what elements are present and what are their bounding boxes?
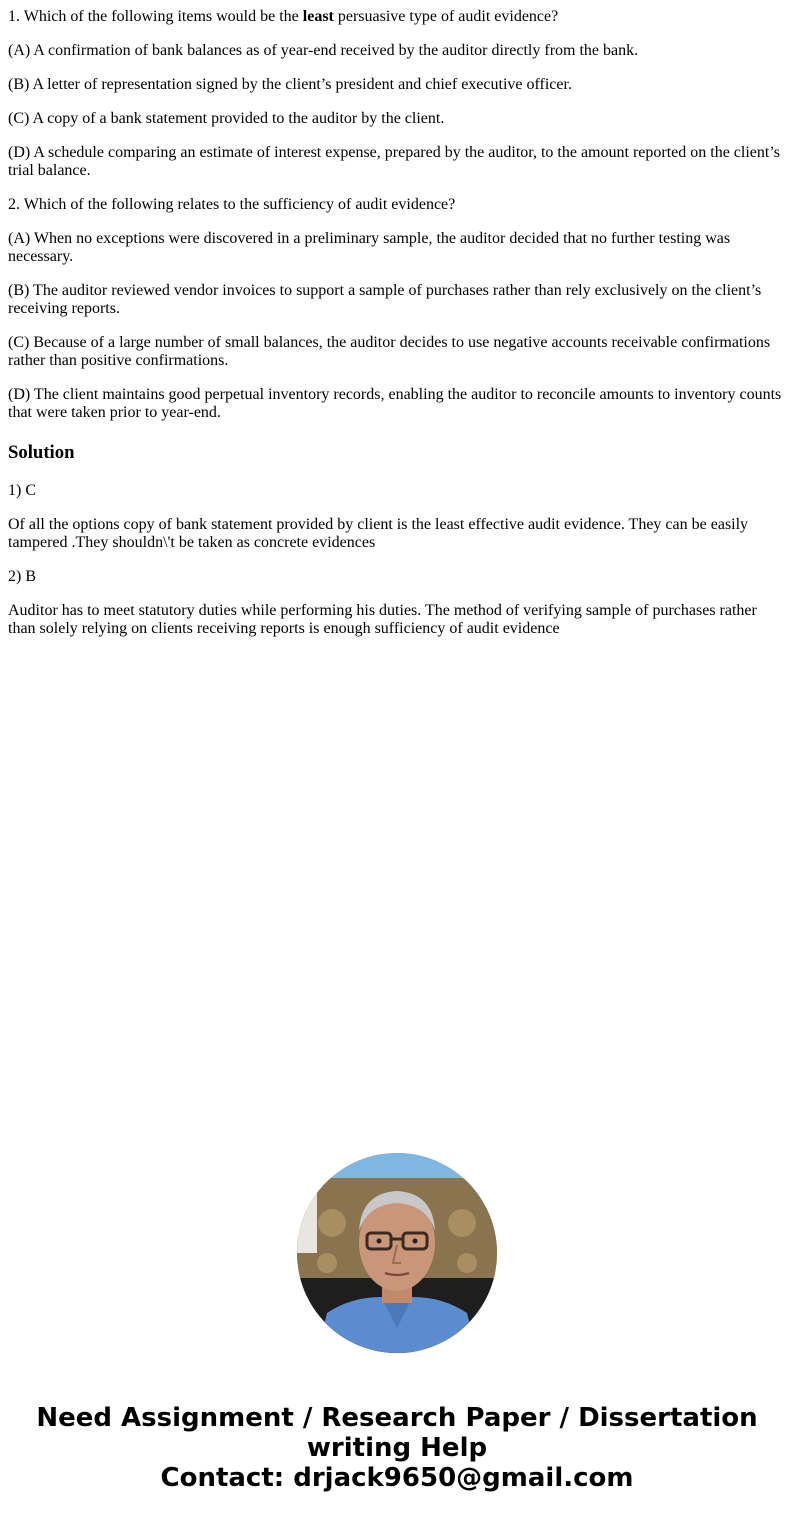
question-2-option-d: (D) The client maintains good perpetual inventory records, enabling the auditor to reconcile amounts to inventory counts that were taken prior to year-end. — [8, 386, 782, 421]
solution-explanation-2: Auditor has to meet statutory duties while performing his duties. The method of verifying sample of purchases rather than solely relying on clients receiving reports is enough sufficiency of audit evidence — [8, 602, 757, 637]
document-content — [8, 0, 786, 654]
promo-line-2: writing Help — [306, 1433, 488, 1463]
author-avatar — [297, 1153, 497, 1353]
solution-answer-1: 1) C — [8, 482, 36, 499]
promo-banner — [0, 1403, 794, 1493]
solution-explanation-1: Of all the options copy of bank statement provided by client is the least effective audit evidence. They can be easily tampered .They shouldn\'t be taken as concrete evidences — [8, 516, 749, 551]
author-portrait-image — [297, 1153, 497, 1353]
question-1-option-d: (D) A schedule comparing an estimate of interest expense, prepared by the auditor, to the amount reported on the client’s trial balance. — [8, 144, 780, 179]
question-2-option-b: (B) The auditor reviewed vendor invoices to support a sample of purchases rather than rely exclusively on the client’s receiving reports. — [8, 282, 762, 317]
question-1-emphasis: least — [302, 8, 334, 25]
solution-heading: Solution — [8, 442, 75, 463]
question-1-prompt-end: persuasive type of audit evidence? — [333, 8, 559, 25]
solution-answer-2: 2) B — [8, 568, 36, 585]
question-1-prompt — [8, 8, 786, 26]
question-2-prompt: 2. Which of the following relates to the sufficiency of audit evidence? — [8, 196, 456, 213]
question-2-option-a: (A) When no exceptions were discovered in a preliminary sample, the auditor decided that no further testing was necessary. — [8, 230, 731, 265]
question-2-option-c: (C) Because of a large number of small balances, the auditor decides to use negative accounts receivable confirmations rather than positive confirmations. — [8, 334, 771, 369]
question-1-option-b: (B) A letter of representation signed by the client’s president and chief executive officer. — [8, 76, 572, 93]
question-1-option-c: (C) A copy of a bank statement provided to the auditor by the client. — [8, 110, 445, 127]
promo-line-1: Need Assignment / Research Paper / Dissertation — [36, 1403, 758, 1433]
promo-contact: Contact: drjack9650@gmail.com — [160, 1463, 634, 1493]
question-1-prompt-start: 1. Which of the following items would be the — [8, 8, 303, 25]
question-1-option-a: (A) A confirmation of bank balances as of year-end received by the auditor directly from the bank. — [8, 42, 639, 59]
